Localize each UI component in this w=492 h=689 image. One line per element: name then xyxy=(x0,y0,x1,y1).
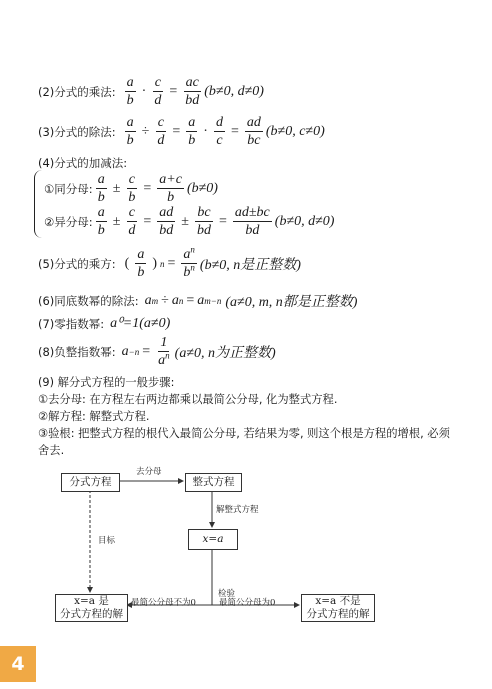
neg-condition: (a≠0, n为正整数) xyxy=(174,346,276,361)
same-condition: (b≠0) xyxy=(186,181,218,196)
samebase-formula: a m ÷ a n = a m−n (a≠0, m, n都是正整数) xyxy=(144,293,358,310)
same-formula: $\frac{a}{b}$ ± $\frac{c}{b}$ = $\frac{a+c}{b}$ (b≠0) xyxy=(97,172,218,205)
diff-formula: $\frac{a}{b}$ ± $\frac{c}{d}$ = $\frac{ad}{bd}$ ± $\frac{bc}{bd}$ = $\frac{ad\pm bc}{bd}$ (b≠0, d≠0) xyxy=(97,205,335,238)
node-is-solution xyxy=(55,594,128,622)
steps-title: (9) 解分式方程的一般步骤: xyxy=(38,376,175,389)
edge-label-clear-denominator: 去分母 xyxy=(136,467,162,477)
neg-label: (8)负整指数幂: xyxy=(38,345,116,359)
edge-label-zero: 最简公分母为0 xyxy=(219,598,276,608)
div-condition: (b≠0, c≠0) xyxy=(265,124,325,139)
samebase-condition: (a≠0, m, n都是正整数) xyxy=(225,295,358,310)
mul-label: (2)分式的乘法: xyxy=(38,85,116,99)
mul-condition: (b≠0, d≠0) xyxy=(204,84,264,99)
diff-label: ②异分母: xyxy=(44,215,93,229)
add-label: (4)分式的加减法: xyxy=(38,156,128,170)
step-2: ②解方程: 解整式方程. xyxy=(38,410,150,423)
samebase-label: (6)同底数幂的除法: xyxy=(38,294,139,308)
step-1: ①去分母: 在方程左右两边都乘以最简公分母, 化为整式方程. xyxy=(38,393,338,406)
node-fractional-equation: 分式方程 xyxy=(61,473,120,492)
mul-formula: $\frac{a}{b}$ · $\frac{c}{d}$ = $\frac{ac}{bd}$ (b≠0, d≠0) xyxy=(126,75,264,108)
pow-condition: (b≠0, n是正整数) xyxy=(199,258,301,273)
div-label: (3)分式的除法: xyxy=(38,125,116,139)
node-is-solution-line2: 分式方程的解 xyxy=(60,608,123,620)
node-not-solution-line1: x=a 不是 xyxy=(315,595,361,607)
edge-label-nonzero: 最简公分母不为0 xyxy=(131,598,196,608)
div-formula: $\frac{a}{b}$ ÷ $\frac{c}{d}$ = $\frac{a}{b}$ · $\frac{d}{c}$ = $\frac{ad}{bc}$ (b≠0, c≠0) xyxy=(126,115,325,148)
step-3: ③验根: 把整式方程的根代入最简公分母, 若结果为零, 则这个根是方程的增根, 必须舍去. xyxy=(38,427,450,457)
zero-label: (7)零指数幂: xyxy=(38,316,105,331)
edge-label-check: 检验 xyxy=(218,589,236,599)
node-x-equals-a: x=a xyxy=(188,529,238,550)
zero-formula: a⁰=1(a≠0) xyxy=(110,316,171,331)
node-polynomial-equation: 整式方程 xyxy=(185,473,242,492)
node-not-solution-line2: 分式方程的解 xyxy=(306,608,370,620)
node-is-solution-line1: x=a 是 xyxy=(74,595,109,607)
page-number: 4 xyxy=(0,646,36,682)
neg-formula: a −n = $\frac{1}{a^n}$ (a≠0, n为正整数) xyxy=(121,335,276,368)
edge-label-solve: 解整式方程 xyxy=(216,505,259,515)
same-label: ①同分母: xyxy=(44,182,93,196)
edge-label-goal: 目标 xyxy=(98,536,116,546)
node-not-solution xyxy=(301,594,375,622)
pow-label: (5)分式的乘方: xyxy=(38,257,116,271)
pow-formula: ( $\frac{a}{b}$ ) n = $\frac{a^n}{b^n}$ (b≠0, n是正整数) xyxy=(124,244,301,280)
diff-condition: (b≠0, d≠0) xyxy=(274,214,335,229)
